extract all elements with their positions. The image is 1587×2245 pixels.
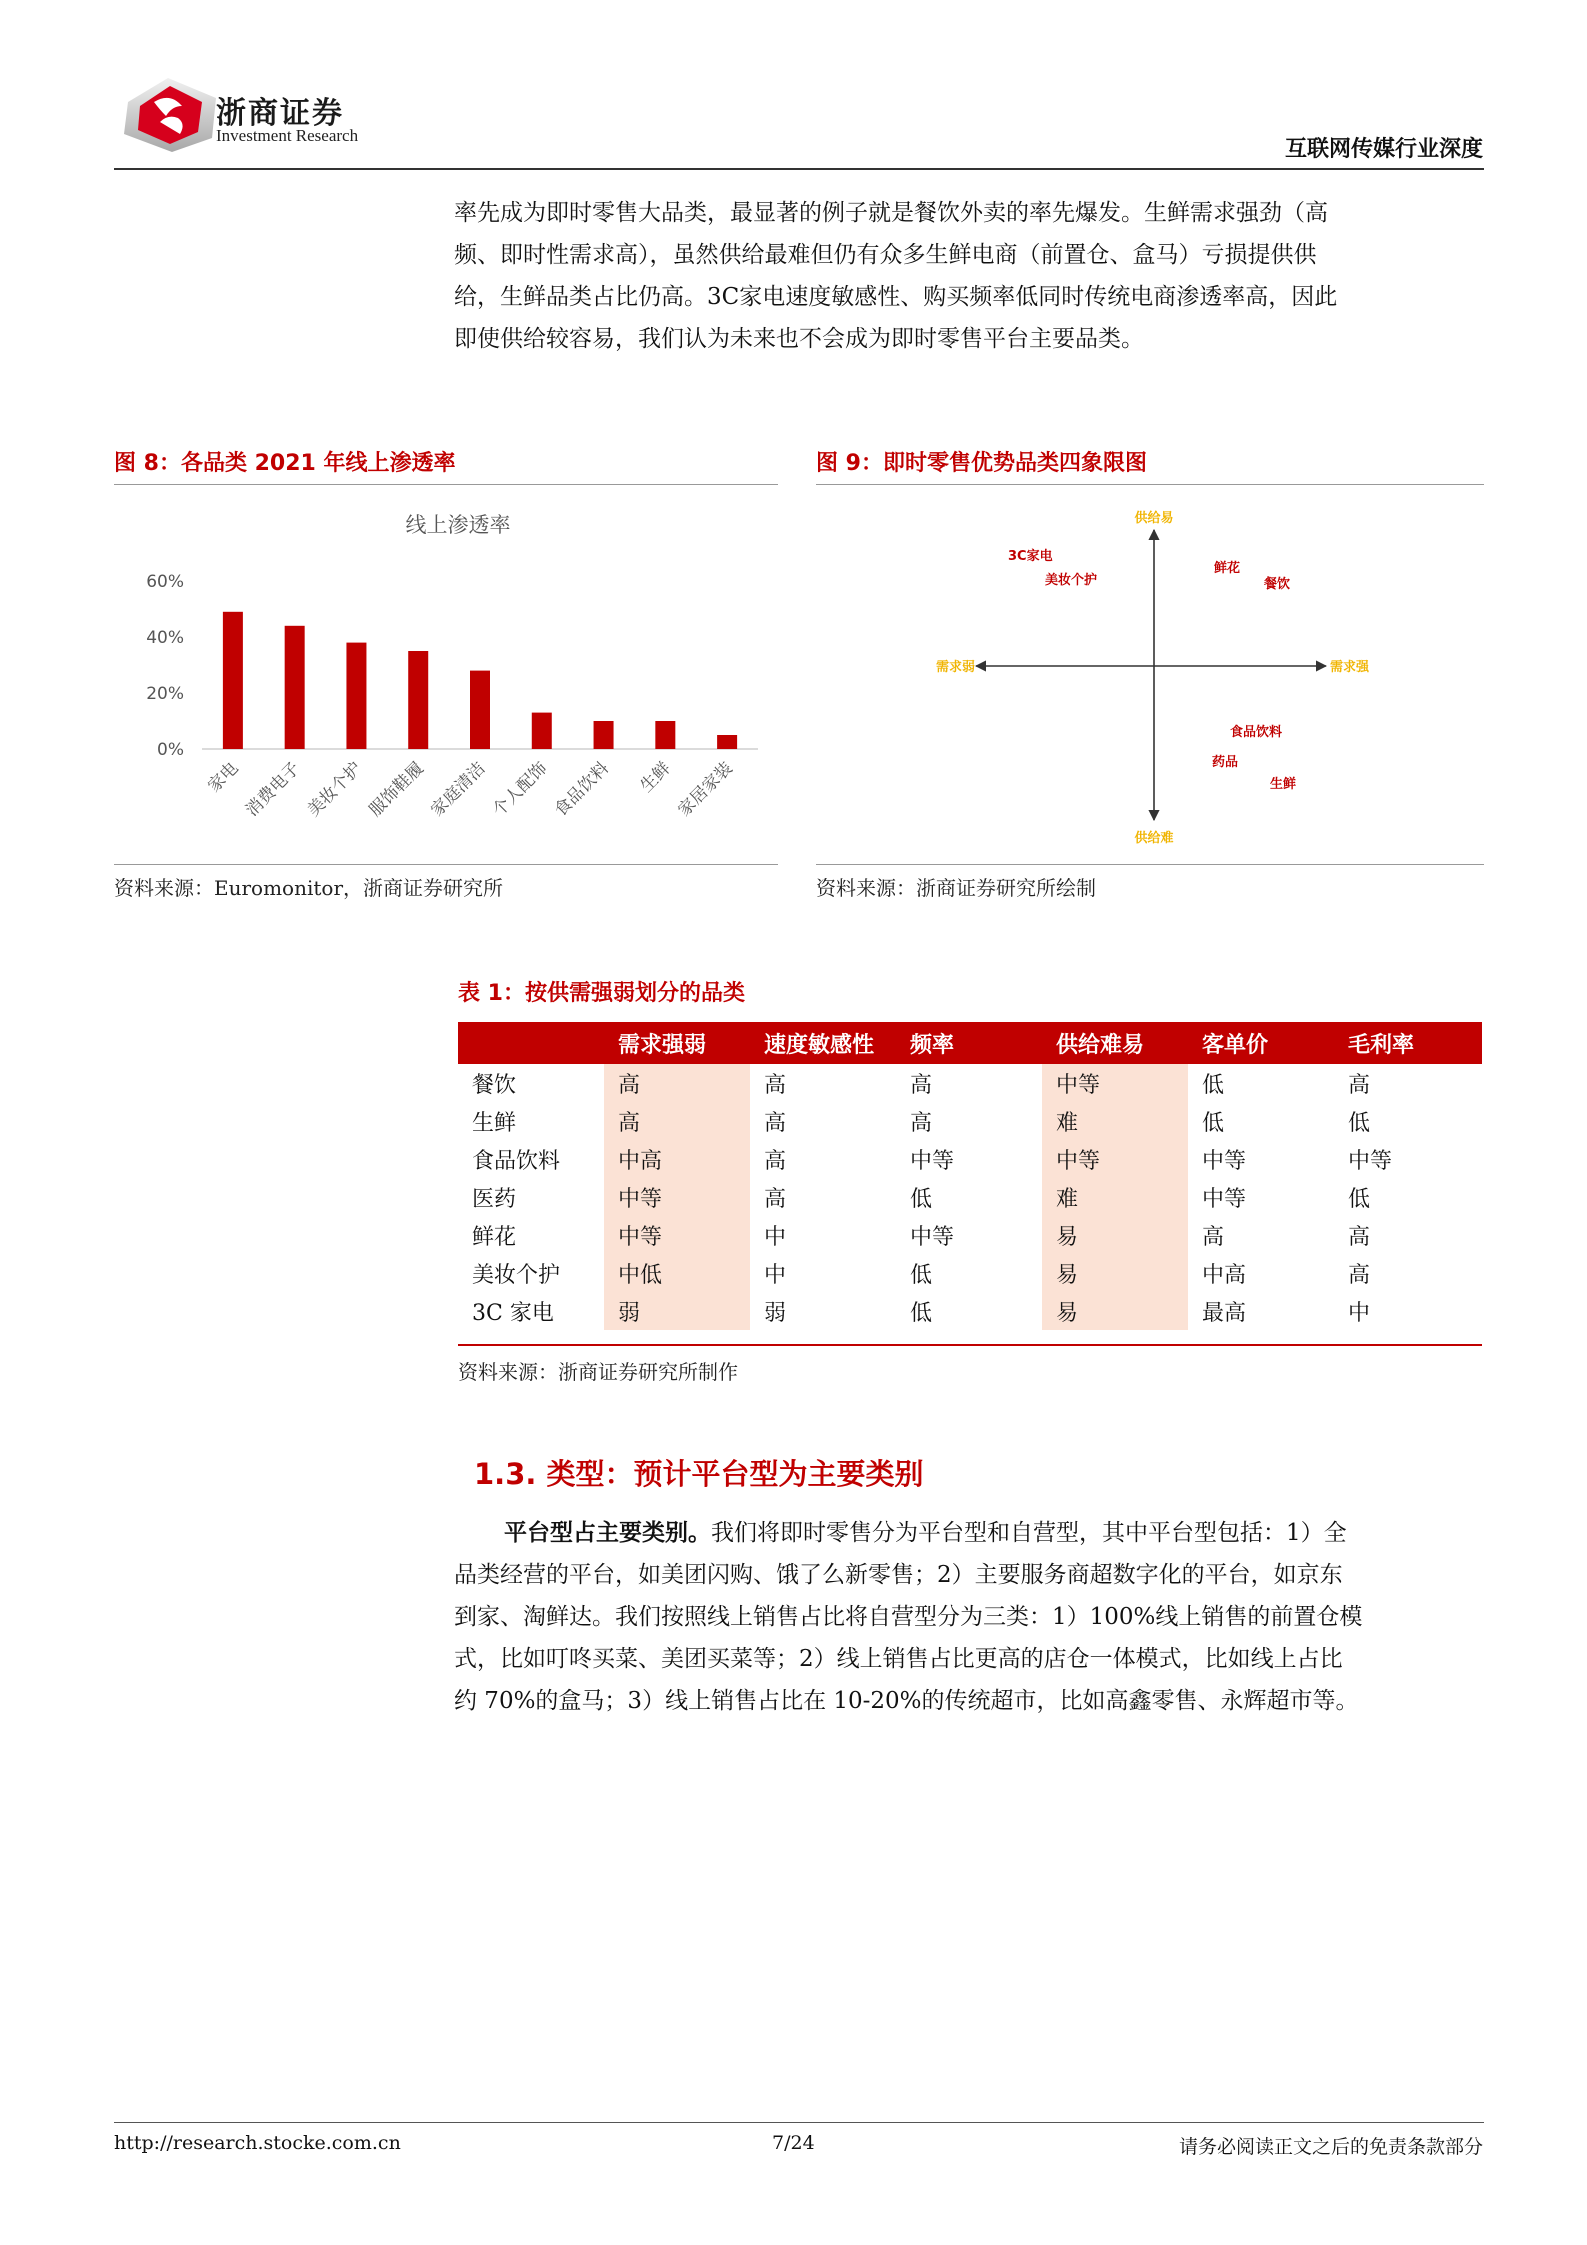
table-cell: 低 [1348, 1186, 1371, 1212]
section-line: 式，比如叮咚买菜、美团买菜等；2）线上销售占比更高的店仓一体模式，比如线上占比 [454, 1646, 1343, 1672]
table-header-cell: 频率 [896, 1022, 1042, 1064]
chart-bar [346, 643, 366, 749]
section-heading: 1.3. 类型：预计平台型为主要类别 [474, 1457, 924, 1491]
quadrant-item-medicine: 药品 [1212, 755, 1239, 770]
table-cell: 易 [1042, 1254, 1188, 1292]
chart-y-tick-label: 60% [146, 572, 184, 592]
quadrant-item-fresh: 生鲜 [1270, 777, 1297, 792]
chart-title: 线上渗透率 [405, 513, 511, 537]
table-cell: 低 [910, 1300, 933, 1326]
table-header-cell [458, 1022, 604, 1064]
chart-x-tick-label: 家庭清洁 [427, 758, 490, 821]
document-type: 互联网传媒行业深度 [1284, 137, 1483, 162]
chart-y-tick-label: 20% [146, 684, 184, 704]
section-paragraph [454, 1512, 1484, 1722]
table-header-cell: 速度敏感性 [750, 1022, 896, 1064]
table-cell: 难 [1042, 1102, 1188, 1140]
table-cell: 餐饮 [472, 1072, 517, 1098]
axis-label-demand-weak: 需求弱 [936, 660, 976, 675]
table-cell: 高 [604, 1064, 750, 1102]
table-cell: 中等 [1348, 1148, 1393, 1174]
chart-x-tick-label: 服饰鞋履 [365, 758, 428, 821]
chart-y-tick-label: 0% [157, 740, 184, 760]
figure8-bar-chart [114, 490, 778, 860]
table-cell: 中 [764, 1224, 787, 1250]
quadrant-item-food-beverage: 食品饮料 [1230, 725, 1283, 740]
table-cell: 中等 [910, 1224, 955, 1250]
chart-bar [655, 721, 675, 749]
table-cell: 中等 [604, 1216, 750, 1254]
table-cell: 低 [1202, 1072, 1225, 1098]
table-cell: 中等 [1042, 1140, 1188, 1178]
page-number: 7/24 [772, 2132, 815, 2154]
table-cell: 易 [1042, 1292, 1188, 1330]
intro-line: 给，生鲜品类占比仍高。3C家电速度敏感性、购买频率低同时传统电商渗透率高，因此 [454, 284, 1338, 310]
table-cell: 低 [1202, 1110, 1225, 1136]
table-row [458, 1216, 1482, 1254]
figure9-title: 图 9：即时零售优势品类四象限图 [816, 451, 1147, 476]
chart-bar [717, 735, 737, 749]
section-line-text: 我们将即时零售分为平台型和自营型，其中平台型包括：1）全 [711, 1520, 1347, 1546]
table-cell: 高 [1348, 1262, 1371, 1288]
chart-bar [223, 612, 243, 749]
table-cell: 弱 [604, 1292, 750, 1330]
table-cell: 高 [764, 1072, 787, 1098]
table-cell: 高 [910, 1110, 933, 1136]
axis-label-demand-strong: 需求强 [1330, 660, 1370, 675]
table-cell: 高 [1202, 1224, 1225, 1250]
chart-bar [532, 713, 552, 749]
footer-disclaimer: 请务必阅读正文之后的免责条款部分 [1178, 2136, 1483, 2158]
table-cell: 高 [604, 1102, 750, 1140]
table-row [458, 1292, 1482, 1330]
footer-rule [114, 2122, 1484, 2123]
table-cell: 低 [1348, 1110, 1371, 1136]
table-cell: 高 [764, 1148, 787, 1174]
figure8-source: 资料来源：Euromonitor，浙商证券研究所 [114, 876, 504, 900]
table-cell: 高 [910, 1072, 933, 1098]
figure8-top-rule [114, 484, 778, 485]
chart-bar [594, 721, 614, 749]
chart-y-tick-label: 40% [146, 628, 184, 648]
quadrant-item-beauty: 美妆个护 [1045, 573, 1098, 588]
quadrant-item-catering: 餐饮 [1264, 577, 1291, 592]
table-header-row [458, 1022, 1482, 1064]
chart-bar [285, 626, 305, 749]
table-row [458, 1254, 1482, 1292]
table-cell: 中 [764, 1262, 787, 1288]
table-cell: 中等 [1042, 1064, 1188, 1102]
table-header-cell: 需求强弱 [604, 1022, 750, 1064]
table1-title: 表 1：按供需强弱划分的品类 [458, 981, 745, 1006]
axis-label-supply-hard: 供给难 [1134, 831, 1174, 846]
table-cell: 高 [1348, 1072, 1371, 1098]
section-line: 品类经营的平台，如美团闪购、饿了么新零售；2）主要服务商超数字化的平台，如京东 [454, 1562, 1343, 1588]
table-cell: 中高 [604, 1140, 750, 1178]
table1-source: 资料来源：浙商证券研究所制作 [458, 1360, 738, 1384]
table-cell: 美妆个护 [472, 1262, 561, 1288]
figure8-bottom-rule [114, 864, 778, 865]
table-cell: 医药 [472, 1186, 517, 1212]
table-cell: 中等 [1202, 1186, 1247, 1212]
table-cell: 食品饮料 [472, 1148, 561, 1174]
company-name-en: Investment Research [216, 126, 359, 145]
table-header-cell: 毛利率 [1334, 1022, 1482, 1064]
chart-x-tick-label: 消费电子 [241, 758, 305, 821]
table-cell: 中高 [1202, 1262, 1247, 1288]
chart-x-tick-label: 个人配饰 [489, 758, 552, 821]
table-header-cell: 供给难易 [1042, 1022, 1188, 1064]
chart-x-tick-label: 家居家装 [674, 758, 737, 821]
section-line: 到家、淘鲜达。我们按照线上销售占比将自营型分为三类：1）100%线上销售的前置仓模 [454, 1604, 1363, 1630]
company-logo [120, 72, 220, 154]
section-lead: 平台型占主要类别。 [504, 1519, 711, 1546]
quadrant-item-flowers: 鲜花 [1214, 561, 1241, 576]
intro-paragraph [454, 192, 1484, 360]
table-header-cell: 客单价 [1188, 1022, 1334, 1064]
table-cell: 高 [764, 1186, 787, 1212]
figure8-title: 图 8：各品类 2021 年线上渗透率 [114, 451, 456, 476]
quadrant-item-3c: 3C家电 [1008, 549, 1053, 564]
figure9-top-rule [816, 484, 1484, 485]
table-cell: 低 [910, 1262, 933, 1288]
company-name-cn: 浙商证券 [216, 96, 344, 131]
table-cell: 最高 [1202, 1300, 1247, 1326]
section-line: 约 70%的盒马；3）线上销售占比在 10-20%的传统超市，比如高鑫零售、永辉超市等。 [454, 1688, 1359, 1714]
chart-bar [470, 671, 490, 749]
table-cell: 生鲜 [472, 1110, 517, 1136]
axis-label-supply-easy: 供给易 [1134, 511, 1174, 526]
figure9-source: 资料来源：浙商证券研究所绘制 [816, 876, 1096, 900]
intro-line: 率先成为即时零售大品类，最显著的例子就是餐饮外卖的率先爆发。生鲜需求强劲（高 [454, 200, 1328, 226]
table-cell: 易 [1042, 1216, 1188, 1254]
table-row [458, 1178, 1482, 1216]
chart-x-tick-label: 生鲜 [636, 758, 675, 797]
table-cell: 高 [764, 1110, 787, 1136]
table-row [458, 1064, 1482, 1102]
table-cell: 低 [910, 1186, 933, 1212]
figure9-quadrant-chart [816, 490, 1484, 860]
table-cell: 难 [1042, 1178, 1188, 1216]
table-cell: 中低 [604, 1254, 750, 1292]
table-cell: 弱 [764, 1300, 787, 1326]
table-cell: 鲜花 [472, 1224, 517, 1250]
footer-url[interactable]: http://research.stocke.com.cn [114, 2132, 401, 2154]
header-rule [114, 168, 1484, 170]
table1 [458, 1022, 1482, 1330]
table-cell: 中等 [1202, 1148, 1247, 1174]
table1-bottom-rule [458, 1344, 1482, 1346]
table-cell: 中 [1348, 1300, 1371, 1326]
intro-line: 即使供给较容易，我们认为未来也不会成为即时零售平台主要品类。 [454, 326, 1144, 352]
table-cell: 中等 [910, 1148, 955, 1174]
chart-bar [408, 651, 428, 749]
table-cell: 3C 家电 [472, 1300, 554, 1326]
chart-x-tick-label: 家电 [204, 758, 243, 797]
chart-x-tick-label: 美妆个护 [303, 758, 366, 821]
table-row [458, 1140, 1482, 1178]
chart-x-tick-label: 食品饮料 [550, 758, 614, 821]
intro-line: 频、即时性需求高），虽然供给最难但仍有众多生鲜电商（前置仓、盒马）亏损提供供 [454, 242, 1317, 268]
table-cell: 高 [1348, 1224, 1371, 1250]
table-row [458, 1102, 1482, 1140]
table-cell: 中等 [604, 1178, 750, 1216]
section-line [454, 1512, 1484, 1554]
figure9-bottom-rule [816, 864, 1484, 865]
